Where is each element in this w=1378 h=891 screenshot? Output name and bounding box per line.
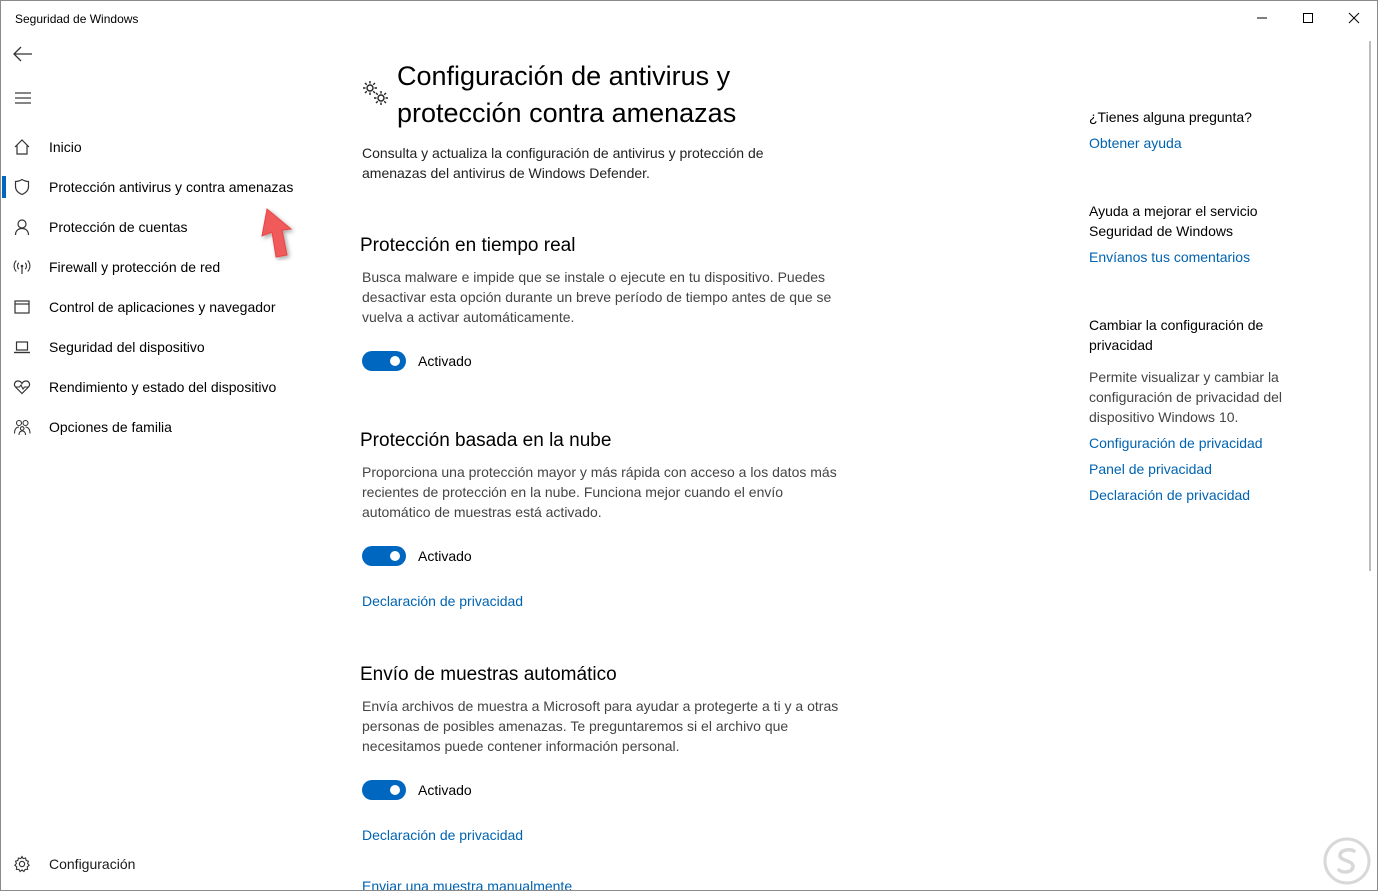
shield-icon bbox=[13, 178, 31, 196]
sidebar-item-label: Protección de cuentas bbox=[49, 219, 188, 235]
hamburger-icon bbox=[14, 91, 32, 105]
automatic-samples-toggle[interactable] bbox=[362, 780, 406, 800]
section-description: Busca malware e impide que se instale o ejecute en tu dispositivo. Puedes desactivar esta opción durante un breve período de tiempo antes de que se vuelva a activar automáticamente. bbox=[362, 269, 832, 325]
menu-button[interactable] bbox=[9, 85, 37, 111]
section-description: Proporciona una protección mayor y más rápida con acceso a los datos más recientes de protección en la nube. Funciona mejor cuando el envío automático de muestras está activado. bbox=[362, 464, 837, 520]
minimize-icon bbox=[1256, 12, 1268, 24]
section-description: Envía archivos de muestra a Microsoft para ayudar a protegerte a ti y a otras personas de posibles amenazas. Te preguntaremos si el archivo que necesitamos puede contener información personal. bbox=[362, 698, 839, 754]
section-heading: Protección basada en la nube bbox=[360, 430, 612, 451]
back-arrow-icon bbox=[13, 46, 33, 62]
privacy-heading: Cambiar la configuración de privacidad bbox=[1089, 317, 1264, 353]
maximize-icon bbox=[1302, 12, 1314, 24]
toggle-state-label: Activado bbox=[418, 353, 472, 369]
close-button[interactable] bbox=[1331, 1, 1377, 35]
feedback-link[interactable]: Envíanos tus comentarios bbox=[1089, 249, 1251, 265]
samples-toggle-row bbox=[362, 779, 472, 801]
sidebar-item-configuracion[interactable] bbox=[1, 844, 331, 884]
watermark-logo-icon bbox=[1321, 835, 1373, 887]
laptop-icon bbox=[13, 338, 31, 356]
question-heading: ¿Tienes alguna pregunta? bbox=[1089, 109, 1252, 125]
section-cloud-protection bbox=[360, 428, 860, 609]
improve-heading: Ayuda a mejorar el servicio Seguridad de Windows bbox=[1089, 203, 1258, 239]
privacy-statement-link[interactable]: Declaración de privacidad bbox=[1089, 487, 1251, 503]
sidebar-item-label: Inicio bbox=[49, 139, 82, 155]
submit-sample-link[interactable]: Enviar una muestra manualmente bbox=[362, 878, 573, 891]
title-bar bbox=[1, 1, 1377, 35]
home-icon bbox=[13, 138, 31, 156]
sidebar-item-label: Control de aplicaciones y navegador bbox=[49, 299, 276, 315]
sidebar-item-antivirus[interactable] bbox=[1, 167, 331, 207]
close-icon bbox=[1348, 12, 1360, 24]
app-window-icon bbox=[13, 298, 31, 316]
cloud-toggle-row bbox=[362, 545, 472, 567]
sidebar-item-label: Rendimiento y estado del dispositivo bbox=[49, 379, 277, 395]
back-button[interactable] bbox=[9, 41, 37, 67]
sidebar-item-label: Protección antivirus y contra amenazas bbox=[49, 179, 294, 195]
gear-icon bbox=[13, 855, 31, 873]
annotation-arrow-icon bbox=[253, 207, 299, 261]
family-icon bbox=[13, 418, 31, 436]
sidebar-nav bbox=[1, 127, 331, 447]
wifi-antenna-icon bbox=[13, 258, 31, 276]
sidebar-item-label: Seguridad del dispositivo bbox=[49, 339, 205, 355]
cloud-privacy-link[interactable]: Declaración de privacidad bbox=[362, 593, 524, 609]
maximize-button[interactable] bbox=[1285, 1, 1331, 35]
page-description: Consulta y actualiza la configuración de antivirus y protección de amenazas del antivirus de Windows Defender. bbox=[362, 145, 764, 181]
toggle-state-label: Activado bbox=[418, 782, 472, 798]
heart-pulse-icon bbox=[13, 378, 31, 396]
realtime-toggle-row bbox=[362, 350, 472, 372]
settings-label: Configuración bbox=[49, 856, 136, 872]
sidebar-item-familia[interactable] bbox=[1, 407, 331, 447]
minimize-button[interactable] bbox=[1239, 1, 1285, 35]
get-help-link[interactable]: Obtener ayuda bbox=[1089, 135, 1182, 151]
section-heading: Protección en tiempo real bbox=[360, 235, 576, 256]
person-icon bbox=[13, 218, 31, 236]
sidebar-item-inicio[interactable] bbox=[1, 127, 331, 167]
sidebar-item-aplicaciones[interactable] bbox=[1, 287, 331, 327]
privacy-settings-link[interactable]: Configuración de privacidad bbox=[1089, 435, 1263, 451]
sidebar-item-dispositivo[interactable] bbox=[1, 327, 331, 367]
samples-privacy-link[interactable]: Declaración de privacidad bbox=[362, 827, 524, 843]
section-automatic-samples bbox=[360, 662, 860, 891]
section-heading: Envío de muestras automático bbox=[360, 664, 617, 685]
page-title: Configuración de antivirus y protección contra amenazas bbox=[397, 61, 737, 128]
sidebar-item-rendimiento[interactable] bbox=[1, 367, 331, 407]
window-title: Seguridad de Windows bbox=[15, 12, 139, 26]
privacy-description: Permite visualizar y cambiar la configuración de privacidad del dispositivo Windows 10. bbox=[1089, 369, 1283, 425]
toggle-state-label: Activado bbox=[418, 548, 472, 564]
scrollbar-thumb[interactable] bbox=[1369, 41, 1371, 571]
section-realtime-protection bbox=[360, 233, 860, 369]
sidebar-item-label: Opciones de familia bbox=[49, 419, 172, 435]
realtime-protection-toggle[interactable] bbox=[362, 351, 406, 371]
privacy-dashboard-link[interactable]: Panel de privacidad bbox=[1089, 461, 1212, 477]
gears-icon bbox=[361, 79, 389, 107]
cloud-protection-toggle[interactable] bbox=[362, 546, 406, 566]
sidebar-item-label: Firewall y protección de red bbox=[49, 259, 221, 275]
